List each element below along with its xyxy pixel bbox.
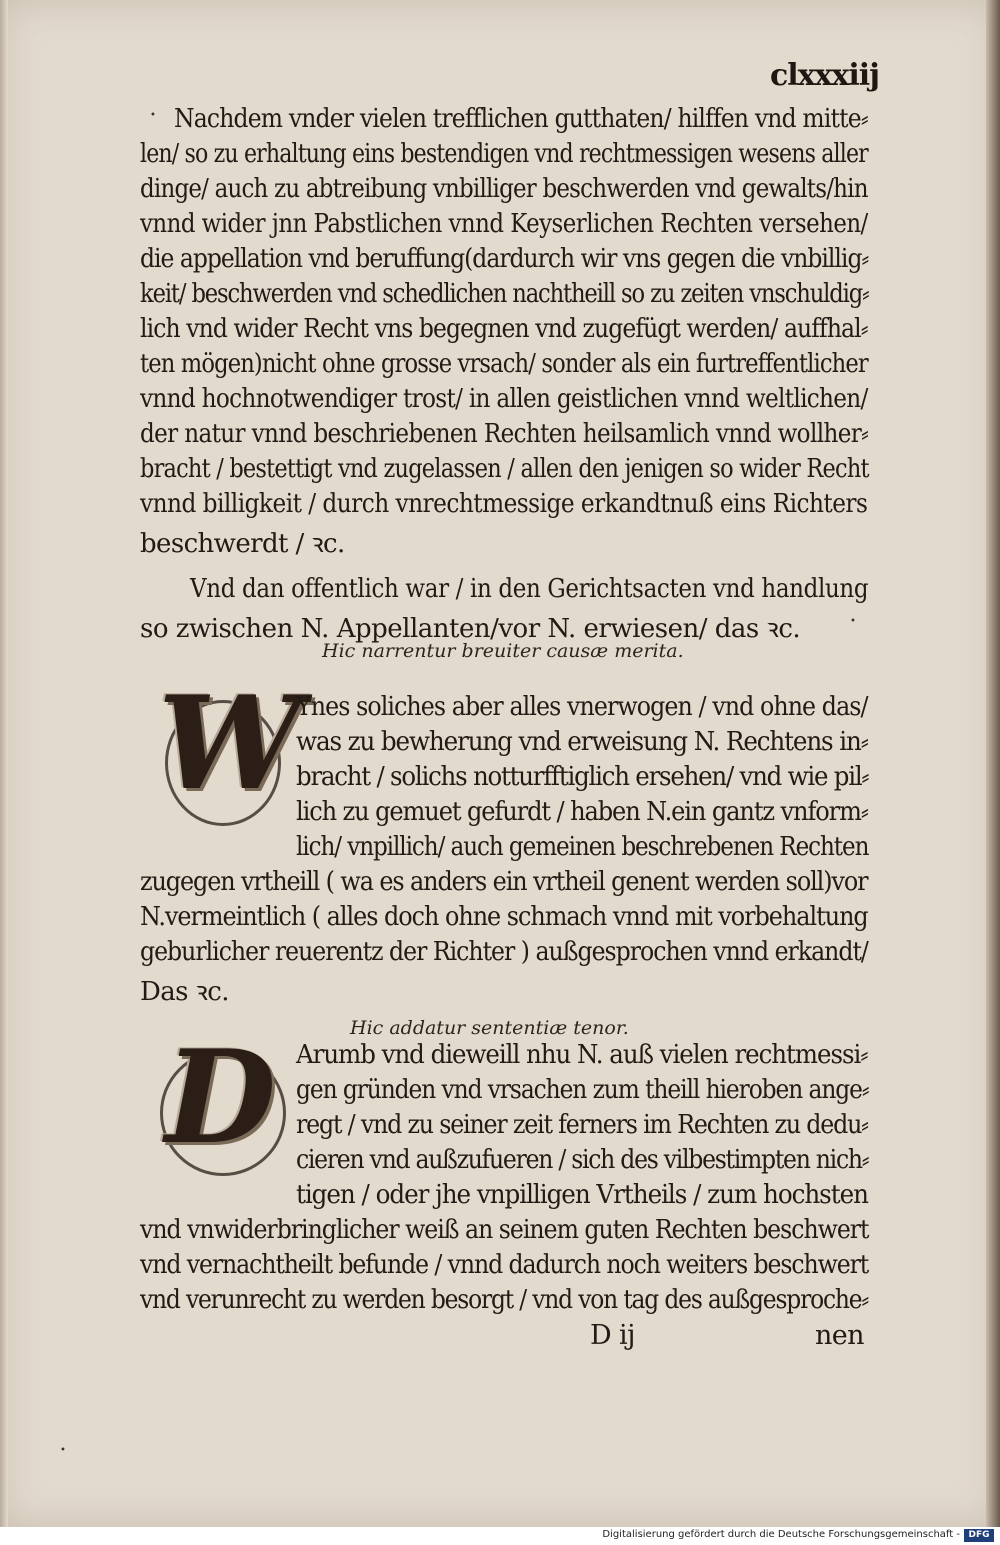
text-line: Nachdem vnder vielen trefflichen gutthaten/ hilffen vnd mitte⸗ (174, 104, 868, 134)
text-line: lich vnd wider Recht vns begegnen vnd zugefügt werden/ auffhal⸗ (140, 314, 868, 344)
text-line: vnnd billigkeit / durch vnrechtmessige erkandtnuß eins Richters (140, 489, 868, 519)
text-line: vnd verunrecht zu werden besorgt / vnd von tag des außgesproche⸗ (140, 1285, 869, 1315)
decorated-initial-w: W (158, 669, 302, 819)
text-line: der natur vnnd beschriebenen Rechten heilsamlich vnnd wollher⸗ (140, 419, 869, 449)
text-line: Ynes soliches aber alles vnerwogen / vnd ohne das/ (296, 692, 868, 722)
text-line: lich zu gemuet gefurdt / haben N.ein gantz vnform⸗ (296, 797, 868, 827)
section-heading: Hic addatur sententiæ tenor. (350, 1017, 629, 1039)
text-line: Das ꝛc. (140, 977, 229, 1007)
text-line: vnd vnwiderbringlicher weiß an seinem guten Rechten beschwert (140, 1215, 869, 1245)
funding-credit: Digitalisierung gefördert durch die Deutsche Forschungsgemeinschaft - (602, 1529, 960, 1540)
text-line: bracht / bestettigt vnd zugelassen / allen den jenigen so wider Recht (140, 454, 869, 484)
text-line: geburlicher reuerentz der Richter ) außgesprochen vnnd erkandt/ (140, 937, 868, 967)
text-line: beschwerdt / ꝛc. (140, 529, 345, 559)
text-line: so zwischen N. Appellanten/vor N. erwiesen/ das ꝛc. (140, 614, 801, 644)
text-line: vnnd wider jnn Pabstlichen vnnd Keyserlichen Rechten versehen/ (140, 209, 868, 239)
text-line: die appellation vnd beruffung(dardurch wir vns gegen die vnbillig⸗ (140, 244, 869, 274)
folio-number: clxxxiij (770, 58, 879, 93)
text-line: Vnd dan offentlich war / in den Gerichtsacten vnd handlung (190, 574, 869, 604)
text-line: N.vermeintlich ( alles doch ohne schmach vnnd mit vorbehaltung (140, 902, 868, 932)
text-line: tigen / oder jhe vnpilligen Vrtheils / zum hochsten (296, 1180, 868, 1210)
catchword: nen (815, 1320, 864, 1351)
section-heading: Hic narrentur breuiter causæ merita. (322, 640, 684, 662)
text-line: zugegen vrtheill ( wa es anders ein vrtheil genent werden soll)vor (140, 867, 868, 897)
text-line: gen gründen vnd vrsachen zum theill hieroben ange⸗ (296, 1075, 869, 1105)
stray-mark: • (150, 110, 156, 121)
page-left-edge (0, 0, 8, 1527)
text-line: vnd vernachtheilt befunde / vnnd dadurch noch weiters beschwert (140, 1250, 869, 1280)
signature-mark: D ij (590, 1320, 635, 1351)
text-line: vnnd hochnotwendiger trost/ in allen geistlichen vnnd weltlichen/ (140, 384, 868, 414)
text-line: keit/ beschwerden vnd schedlichen nachtheill so zu zeiten vnschuldig⸗ (140, 279, 869, 309)
stray-mark: • (850, 616, 856, 627)
text-line: dinge/ auch zu abtreibung vnbilliger beschwerden vnd gewalts/hin (140, 174, 868, 204)
text-line: bracht / solichs notturfftiglich ersehen/ vnd wie pil⸗ (296, 762, 869, 792)
decorated-initial-d: D (165, 1023, 276, 1173)
page-right-edge (986, 0, 1000, 1527)
dfg-logo: DFG (964, 1529, 994, 1542)
text-line: Arumb vnd dieweill nhu N. auß vielen rechtmessi⸗ (296, 1040, 868, 1070)
text-line: len/ so zu erhaltung eins bestendigen vnd rechtmessigen wesens aller (140, 139, 868, 169)
text-line: regt / vnd zu seiner zeit ferners im Rechten zu dedu⸗ (296, 1110, 868, 1140)
text-line: lich/ vnpillich/ auch gemeinen beschrebenen Rechten (296, 832, 869, 862)
text-line: ten mögen)nicht ohne grosse vrsach/ sonder als ein furtreffentlicher (140, 349, 868, 379)
stray-mark: • (60, 1445, 66, 1456)
text-line: cieren vnd außzufueren / sich des vilbestimpten nich⸗ (296, 1145, 869, 1175)
text-line: was zu bewherung vnd erweisung N. Rechtens in⸗ (296, 727, 868, 757)
